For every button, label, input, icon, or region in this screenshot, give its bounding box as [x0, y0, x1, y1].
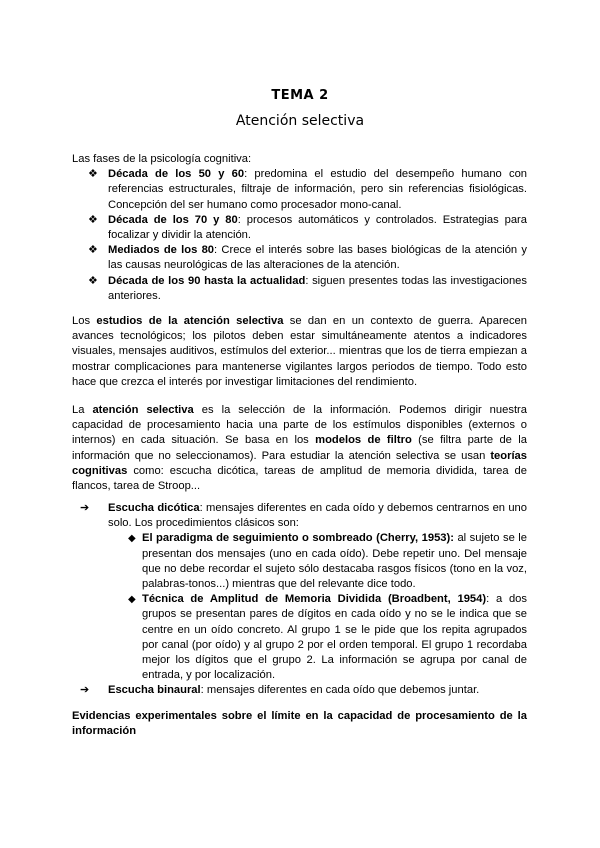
list-item-text: : mensajes diferentes en cada oído y debemos centrarnos en uno solo. Los procedimientos clásicos son: — [108, 502, 528, 530]
list-item-text: al sujeto se le presentan dos mensajes (uno en cada oído). Debe repetir uno. Del mensaje que no debe recordar el sujeto sólo destacaba rasgos físicos (tono en la voz, palabras-tonos...) mientras que del relevante dice todo. — [142, 532, 527, 591]
listening-methods-list — [72, 501, 527, 699]
paragraph-text: es la selección de la información. Podemos dirigir nuestra capacidad de procesamiento hacia una parte de los estímulos disponibles (externos o internos) en cada situación. Se basa en los — [72, 404, 527, 447]
diamond-bullet-icon: ❖ — [88, 274, 98, 287]
paragraph-text: La — [72, 404, 93, 416]
diamond-bullet-icon: ❖ — [88, 168, 98, 181]
list-item-term: Década de los 90 hasta la actualidad — [108, 274, 306, 287]
diamond-bullet-icon: ❖ — [88, 213, 98, 226]
list-item — [108, 592, 527, 683]
page-subtitle: Atención selectiva — [235, 113, 365, 129]
list-item — [72, 683, 527, 698]
arrow-bullet-icon: ➔ — [80, 502, 90, 514]
list-item — [72, 167, 527, 213]
page-title: TEMA 2 — [271, 88, 329, 103]
list-item-text: : siguen presentes todas las investigaciones anteriores. — [108, 274, 527, 302]
paragraph-emphasis: teorías cognitivas — [72, 449, 527, 477]
list-item-term: Mediados de los 80 — [108, 244, 215, 257]
list-item-text: : procesos automáticos y controlados. Estrategias para focalizar y dividir la atención. — [108, 213, 528, 242]
list-item — [108, 531, 527, 592]
paragraph-text: Los — [72, 315, 97, 327]
list-item-text: : a dos grupos se presentan pares de dígitos en cada oído y no se le indica que se centre en un oído concreto. Al grupo 1 se le pide que los repita agrupados por canal (por oído) y al grupo 2 por el orden temporal. El grupo 1 recordaba mejor los dígitos que el grupo 2. La información se agrupa por canal de entrada, y por localización. — [142, 593, 527, 682]
intro-section — [72, 152, 527, 304]
list-item-term: El paradigma de seguimiento o sombreado (Cherry, 1953): — [142, 532, 454, 545]
paragraph-text: (se filtra parte de la información que no seleccionamos). Para estudiar la atención selectiva se usan — [72, 434, 527, 462]
list-item-term: Escucha binaural — [108, 684, 201, 697]
paragraph-text: se dan en un contexto de guerra. Aparecen avances tecnológicos; los pilotos deben estar simultáneamente atentos a indicadores visuales, mensajes auditivos, estímulos del exterior... mientras que los de tierra empiezan a mostrar complicaciones para mantenerse vigilantes largos periodos de tiempo. Todo esto hace que crezca el interés por investigar limitaciones del rendimiento. — [72, 315, 527, 388]
solid-diamond-bullet-icon: ◆ — [128, 533, 136, 545]
list-item-term: Década de los 50 y 60 — [108, 168, 245, 181]
paragraph-emphasis: atención selectiva — [92, 404, 194, 416]
list-item-term: Escucha dicótica — [108, 502, 200, 514]
paragraph-emphasis: modelos de filtro — [315, 434, 412, 447]
list-item-term: Década de los 70 y 80 — [108, 213, 238, 226]
solid-diamond-bullet-icon: ◆ — [128, 594, 136, 606]
list-item-text: : Crece el interés sobre las bases biológicas de la atención y las causas neurológicas de las alteraciones de la atención. — [108, 244, 527, 272]
intro-lead: Las fases de la psicología cognitiva: — [72, 153, 252, 165]
list-item-term: Técnica de Amplitud de Memoria Dividida (Broadbent, 1954) — [142, 593, 487, 606]
paragraph-emphasis: estudios de la atención selectiva — [96, 315, 284, 327]
paragraph-definition — [72, 403, 527, 494]
list-item — [72, 213, 527, 243]
list-item — [72, 501, 527, 683]
paragraph-history — [72, 314, 527, 390]
phases-list — [72, 167, 527, 304]
list-item — [72, 274, 527, 304]
diamond-bullet-icon: ❖ — [88, 244, 98, 257]
arrow-bullet-icon: ➔ — [80, 684, 90, 697]
list-item-text: : mensajes diferentes en cada oído que debemos juntar. — [200, 684, 480, 697]
paragraph-text: como: escucha dicótica, tareas de amplitud de memoria dividida, tarea de flancos, tarea de Stroop... — [72, 464, 527, 493]
list-item-text: : predomina el estudio del desempeño humano con referencias estructurales, filtraje de información, pero sin referencias fisiológicas. Concepción del ser humano como procesador mono-canal. — [108, 168, 528, 211]
procedures-list — [108, 531, 527, 683]
section-heading: Evidencias experimentales sobre el límite en la capacidad de procesamiento de la información — [72, 710, 527, 738]
list-item — [72, 243, 527, 273]
